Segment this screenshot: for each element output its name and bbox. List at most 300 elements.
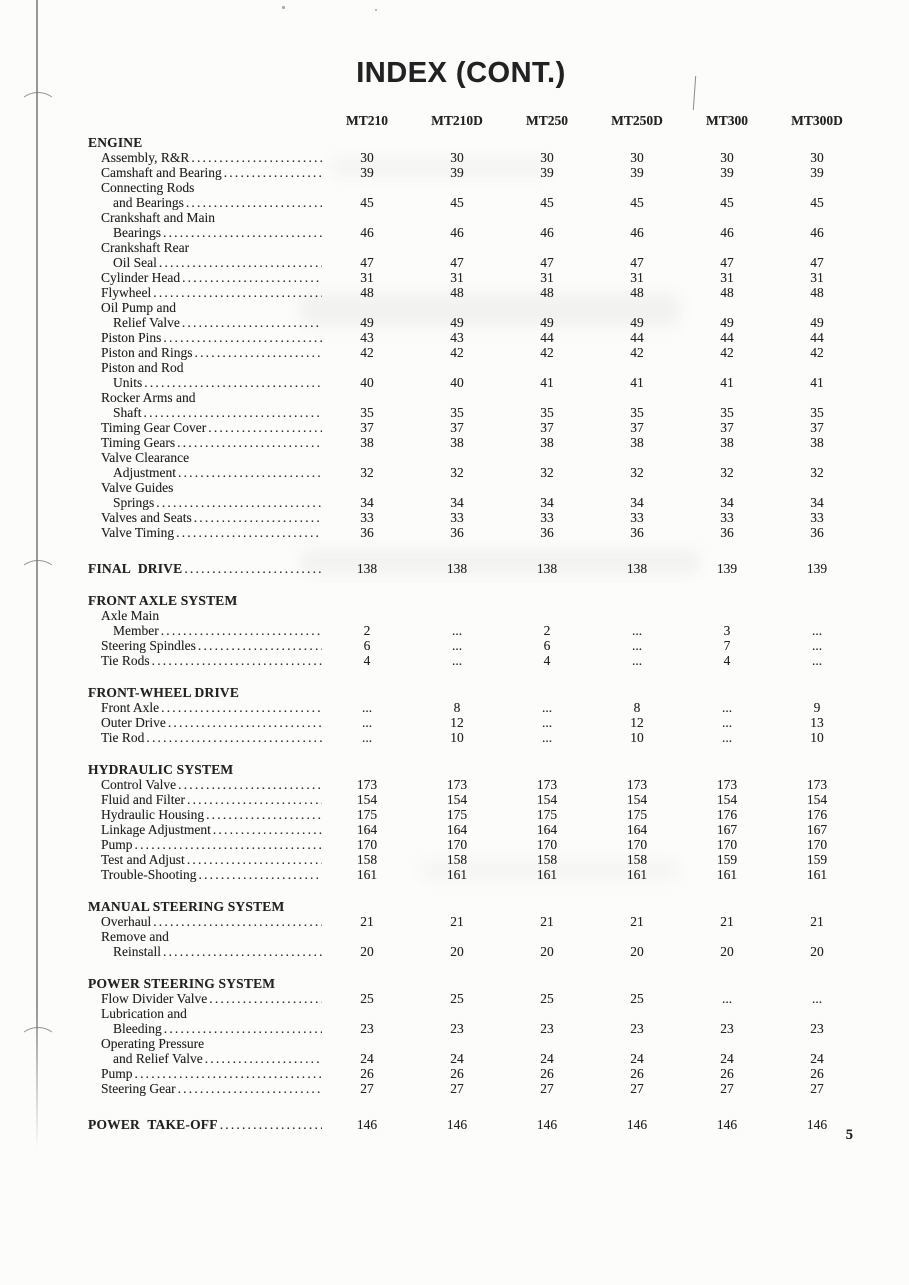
entry-label-text: Flow Divider Valve xyxy=(101,991,208,1006)
page-ref: 38 xyxy=(810,435,824,450)
page-ref: 175 xyxy=(536,807,558,822)
page-ref: 24 xyxy=(540,1051,554,1066)
page-ref: 49 xyxy=(630,315,644,330)
entry-label-text: and Bearings xyxy=(113,195,184,210)
index-row xyxy=(88,525,862,540)
page-ref: 44 xyxy=(720,330,734,345)
page-ref: 45 xyxy=(630,195,644,210)
page-ref: 33 xyxy=(630,510,644,525)
page-ref: 46 xyxy=(450,225,464,240)
entry-label xyxy=(88,405,322,420)
page-ref: 30 xyxy=(720,150,734,165)
page-ref: 46 xyxy=(630,225,644,240)
page-ref: 36 xyxy=(540,525,554,540)
page-ref: 3 xyxy=(723,623,731,638)
page-ref: 41 xyxy=(810,375,824,390)
entry-label-text: Valve Timing xyxy=(101,525,175,540)
section-heading-row xyxy=(88,1117,862,1132)
dot-leader xyxy=(194,510,322,525)
entry-label-line: Operating Pressure xyxy=(101,1036,205,1051)
page-ref: 45 xyxy=(450,195,464,210)
index-row xyxy=(88,991,862,1006)
page-ref: ... xyxy=(451,623,463,638)
section-heading xyxy=(88,561,322,576)
section-heading: POWER STEERING SYSTEM xyxy=(88,976,276,991)
column-header: MT210 xyxy=(346,113,388,128)
page-ref: 159 xyxy=(716,852,738,867)
dot-leader xyxy=(144,405,323,420)
index-row xyxy=(88,944,862,959)
page-ref: 31 xyxy=(360,270,374,285)
page-ref: 39 xyxy=(360,165,374,180)
page-ref: 20 xyxy=(720,944,734,959)
page-ref: 31 xyxy=(720,270,734,285)
dot-leader xyxy=(177,435,322,450)
page-ref: ... xyxy=(631,623,643,638)
page-ref: 8 xyxy=(453,700,461,715)
entry-label-text: Adjustment xyxy=(113,465,176,480)
dot-leader xyxy=(224,165,322,180)
dot-leader xyxy=(205,1051,322,1066)
index-row xyxy=(88,807,862,822)
entry-label xyxy=(88,623,322,638)
page-ref: 21 xyxy=(630,914,644,929)
page-ref: 31 xyxy=(630,270,644,285)
page-ref: 34 xyxy=(540,495,554,510)
section-heading: ENGINE xyxy=(88,135,143,150)
page-ref: 138 xyxy=(626,561,648,576)
page-ref: 47 xyxy=(450,255,464,270)
page-ref: 21 xyxy=(540,914,554,929)
dot-leader xyxy=(161,623,322,638)
entry-label-text: Steering Gear xyxy=(101,1081,176,1096)
scan-vertical-line-artifact xyxy=(36,0,38,1150)
page-ref: 33 xyxy=(360,510,374,525)
page-ref: 10 xyxy=(450,730,464,745)
page-ref: 43 xyxy=(360,330,374,345)
scan-arc-mark-artifact xyxy=(19,560,57,574)
entry-label xyxy=(88,792,322,807)
entry-label-text: Springs xyxy=(113,495,155,510)
index-row xyxy=(88,837,862,852)
index-row xyxy=(88,270,862,285)
dot-leader xyxy=(209,991,322,1006)
page-ref: 24 xyxy=(810,1051,824,1066)
page-ref: ... xyxy=(811,991,823,1006)
column-header: MT250D xyxy=(611,113,663,128)
dot-leader xyxy=(187,852,322,867)
page-ref: 24 xyxy=(630,1051,644,1066)
entry-label-text: Assembly, R&R xyxy=(101,150,190,165)
dot-leader xyxy=(220,1117,322,1132)
index-row xyxy=(88,165,862,180)
page-ref: 170 xyxy=(626,837,648,852)
entry-label xyxy=(88,715,322,730)
page-ref: 8 xyxy=(633,700,641,715)
page-ref: 21 xyxy=(360,914,374,929)
entry-label-text: Fluid and Filter xyxy=(101,792,185,807)
page-ref: 24 xyxy=(450,1051,464,1066)
column-header: MT300D xyxy=(791,113,843,128)
page-ref: 49 xyxy=(450,315,464,330)
page-ref: 34 xyxy=(360,495,374,510)
index-row xyxy=(88,330,862,345)
page-ref: 176 xyxy=(716,807,738,822)
page-ref: 38 xyxy=(360,435,374,450)
page-ref: 4 xyxy=(363,653,371,668)
dot-leader xyxy=(144,375,322,390)
index-section xyxy=(88,762,862,882)
page-ref: 39 xyxy=(720,165,734,180)
page-ref: 20 xyxy=(810,944,824,959)
page-ref: 30 xyxy=(360,150,374,165)
page-ref: 30 xyxy=(540,150,554,165)
page-ref: 49 xyxy=(540,315,554,330)
scan-arc-mark-artifact xyxy=(19,1027,57,1041)
entry-label xyxy=(88,195,322,210)
page-ref: 46 xyxy=(540,225,554,240)
page-ref: ... xyxy=(541,715,553,730)
page-ref: 39 xyxy=(630,165,644,180)
page-ref: ... xyxy=(721,700,733,715)
page-ref: 32 xyxy=(540,465,554,480)
entry-label xyxy=(88,330,322,345)
dot-leader xyxy=(163,225,322,240)
page-ref: 45 xyxy=(810,195,824,210)
page-ref: 146 xyxy=(536,1117,558,1132)
dot-leader xyxy=(184,561,322,576)
column-header: MT250 xyxy=(526,113,568,128)
page-ref: 42 xyxy=(720,345,734,360)
entry-label xyxy=(88,165,322,180)
page-ref: 46 xyxy=(810,225,824,240)
page-ref: 159 xyxy=(806,852,828,867)
entry-label-line: Remove and xyxy=(101,929,169,944)
page-ref: ... xyxy=(541,700,553,715)
page-ref: 38 xyxy=(450,435,464,450)
entry-label xyxy=(88,991,322,1006)
page-ref: 37 xyxy=(540,420,554,435)
page-ref: 48 xyxy=(630,285,644,300)
page-ref: 164 xyxy=(446,822,468,837)
page-ref: 35 xyxy=(630,405,644,420)
dot-leader xyxy=(208,420,322,435)
page-ref: 164 xyxy=(356,822,378,837)
index-row xyxy=(88,730,862,745)
page-ref: 36 xyxy=(450,525,464,540)
entry-label xyxy=(88,807,322,822)
page-ref: 37 xyxy=(630,420,644,435)
page-ref: 33 xyxy=(720,510,734,525)
page-ref: 46 xyxy=(720,225,734,240)
entry-label-line: Axle Main xyxy=(101,608,160,623)
page-title: INDEX (CONT.) xyxy=(356,57,566,89)
index-row xyxy=(88,638,862,653)
index-row xyxy=(88,792,862,807)
page-ref: 139 xyxy=(806,561,828,576)
page-ref: 158 xyxy=(536,852,558,867)
index-row xyxy=(88,375,862,390)
entry-label-text: Overhaul xyxy=(101,914,152,929)
page-ref: 36 xyxy=(630,525,644,540)
page-ref: 146 xyxy=(446,1117,468,1132)
page-ref: 161 xyxy=(536,867,558,882)
page-ref: 44 xyxy=(540,330,554,345)
page-ref: 170 xyxy=(446,837,468,852)
section-heading-row xyxy=(88,561,862,576)
page-ref: 48 xyxy=(540,285,554,300)
page-ref: 167 xyxy=(716,822,738,837)
page-ref: 23 xyxy=(720,1021,734,1036)
page-ref: ... xyxy=(721,991,733,1006)
page-ref: 25 xyxy=(450,991,464,1006)
page-ref: 32 xyxy=(450,465,464,480)
page-ref: ... xyxy=(541,730,553,745)
dot-leader xyxy=(135,1066,322,1081)
dot-leader xyxy=(163,330,322,345)
page-ref: 33 xyxy=(450,510,464,525)
page-ref: 41 xyxy=(540,375,554,390)
page-ref: ... xyxy=(811,638,823,653)
page-ref: 10 xyxy=(810,730,824,745)
page-ref: 37 xyxy=(360,420,374,435)
page-ref: 173 xyxy=(626,777,648,792)
entry-label xyxy=(88,1051,322,1066)
entry-label xyxy=(88,1066,322,1081)
page-ref: ... xyxy=(631,638,643,653)
page-ref: 44 xyxy=(810,330,824,345)
dot-leader xyxy=(182,270,322,285)
index-row xyxy=(88,510,862,525)
column-header: MT300 xyxy=(706,113,748,128)
entry-label xyxy=(88,345,322,360)
index-row xyxy=(88,435,862,450)
page-ref: 167 xyxy=(806,822,828,837)
entry-label xyxy=(88,285,322,300)
entry-label xyxy=(88,944,322,959)
section-heading: FRONT AXLE SYSTEM xyxy=(88,593,238,608)
entry-label xyxy=(88,852,322,867)
page-ref: 48 xyxy=(720,285,734,300)
entry-label-text: Test and Adjust xyxy=(101,852,185,867)
page-ref: ... xyxy=(631,653,643,668)
page-ref: 23 xyxy=(360,1021,374,1036)
entry-label xyxy=(88,495,322,510)
page-ref: 45 xyxy=(360,195,374,210)
page-ref: 173 xyxy=(536,777,558,792)
page-ref: 27 xyxy=(810,1081,824,1096)
entry-label-line: Lubrication and xyxy=(101,1006,187,1021)
page-ref: ... xyxy=(811,653,823,668)
index-row xyxy=(88,150,862,165)
dot-leader xyxy=(191,150,322,165)
page-ref: 173 xyxy=(446,777,468,792)
page-ref: 47 xyxy=(540,255,554,270)
page-ref: 39 xyxy=(450,165,464,180)
entry-label-text: and Relief Valve xyxy=(113,1051,203,1066)
page-ref: 25 xyxy=(540,991,554,1006)
page-ref: 161 xyxy=(806,867,828,882)
entry-label-text: Hydraulic Housing xyxy=(101,807,205,822)
entry-label-line: Crankshaft and Main xyxy=(101,210,215,225)
page-ref: 23 xyxy=(540,1021,554,1036)
index-row xyxy=(88,1021,862,1036)
dot-leader xyxy=(178,777,322,792)
page-ref: 24 xyxy=(360,1051,374,1066)
entry-label xyxy=(88,822,322,837)
page-ref: 44 xyxy=(630,330,644,345)
section-heading xyxy=(88,1117,322,1132)
entry-label-text: Linkage Adjustment xyxy=(101,822,211,837)
page-ref: 173 xyxy=(806,777,828,792)
page-ref: 49 xyxy=(360,315,374,330)
dot-leader xyxy=(186,195,322,210)
page-ref: ... xyxy=(451,638,463,653)
page-ref: 42 xyxy=(540,345,554,360)
page-ref: 146 xyxy=(626,1117,648,1132)
page-ref: 170 xyxy=(716,837,738,852)
entry-label-text: Shaft xyxy=(113,405,142,420)
dot-leader xyxy=(156,495,322,510)
dot-leader xyxy=(168,715,322,730)
dot-leader xyxy=(195,345,322,360)
page-ref: 12 xyxy=(450,715,464,730)
index-row xyxy=(88,345,862,360)
page-ref: 175 xyxy=(446,807,468,822)
page-ref: 32 xyxy=(630,465,644,480)
entry-label xyxy=(88,1021,322,1036)
page-ref: 39 xyxy=(810,165,824,180)
page-ref: 35 xyxy=(810,405,824,420)
page-ref: 27 xyxy=(450,1081,464,1096)
entry-label xyxy=(88,255,322,270)
entry-label-text: Timing Gears xyxy=(101,435,176,450)
index-sections xyxy=(88,135,862,1132)
entry-label-text: Trouble-Shooting xyxy=(101,867,197,882)
entry-label xyxy=(88,867,322,882)
page-ref: 20 xyxy=(360,944,374,959)
page-ref: 43 xyxy=(450,330,464,345)
index-row xyxy=(88,315,862,330)
page-ref: 47 xyxy=(810,255,824,270)
page-ref: 161 xyxy=(356,867,378,882)
entry-label xyxy=(88,525,322,540)
page-ref: 4 xyxy=(723,653,731,668)
page-ref: 6 xyxy=(543,638,551,653)
index-row xyxy=(88,700,862,715)
page-ref: 164 xyxy=(536,822,558,837)
page-ref: 31 xyxy=(540,270,554,285)
page-ref: 34 xyxy=(630,495,644,510)
entry-label xyxy=(88,730,322,745)
page-ref: 35 xyxy=(360,405,374,420)
page-ref: 173 xyxy=(356,777,378,792)
page-ref: 48 xyxy=(810,285,824,300)
page-ref: 36 xyxy=(360,525,374,540)
entry-label-text: Relief Valve xyxy=(113,315,180,330)
page-ref: 35 xyxy=(540,405,554,420)
page-ref: 49 xyxy=(720,315,734,330)
dot-leader xyxy=(198,638,322,653)
page-ref: 154 xyxy=(626,792,648,807)
page-ref: 176 xyxy=(806,807,828,822)
page-ref: 2 xyxy=(543,623,551,638)
page-ref: 146 xyxy=(716,1117,738,1132)
page-ref: 10 xyxy=(630,730,644,745)
index-row xyxy=(88,225,862,240)
page-ref: 38 xyxy=(720,435,734,450)
page-ref: 32 xyxy=(360,465,374,480)
page-ref: 34 xyxy=(810,495,824,510)
page-ref: 37 xyxy=(450,420,464,435)
index-section xyxy=(88,135,862,540)
index-row xyxy=(88,255,862,270)
entry-label-text: Tie Rod xyxy=(101,730,145,745)
page-ref: 30 xyxy=(450,150,464,165)
section-heading-label: POWER TAKE-OFF xyxy=(88,1117,218,1132)
page-ref: 33 xyxy=(810,510,824,525)
index-row xyxy=(88,465,862,480)
entry-label xyxy=(88,420,322,435)
page-ref: 31 xyxy=(810,270,824,285)
page-ref: 175 xyxy=(356,807,378,822)
page-ref: 27 xyxy=(630,1081,644,1096)
index-section xyxy=(88,685,862,745)
page-ref: 175 xyxy=(626,807,648,822)
page-ref: 13 xyxy=(810,715,824,730)
page-ref: 45 xyxy=(540,195,554,210)
dot-leader xyxy=(199,867,322,882)
index-row xyxy=(88,653,862,668)
entry-label-text: Pump xyxy=(101,1066,133,1081)
page-ref: 154 xyxy=(716,792,738,807)
entry-label xyxy=(88,914,322,929)
entry-label-text: Tie Rods xyxy=(101,653,150,668)
page-ref: 31 xyxy=(450,270,464,285)
page-ref: 32 xyxy=(720,465,734,480)
dot-leader xyxy=(164,1021,322,1036)
page-ref: ... xyxy=(361,730,373,745)
page-ref: 40 xyxy=(360,375,374,390)
index-row xyxy=(88,1066,862,1081)
index-row xyxy=(88,1081,862,1096)
page-ref: 38 xyxy=(630,435,644,450)
page-ref: 36 xyxy=(720,525,734,540)
page-ref: 4 xyxy=(543,653,551,668)
dot-leader xyxy=(153,914,322,929)
page-ref: 6 xyxy=(363,638,371,653)
entry-label-text: Steering Spindles xyxy=(101,638,196,653)
page-ref: 36 xyxy=(810,525,824,540)
dot-leader xyxy=(153,285,322,300)
index-row xyxy=(88,405,862,420)
entry-label xyxy=(88,465,322,480)
page-ref: 35 xyxy=(450,405,464,420)
entry-label-text: Member xyxy=(113,623,159,638)
entry-label-text: Front Axle xyxy=(101,700,160,715)
dot-leader xyxy=(187,792,322,807)
page-ref: 34 xyxy=(450,495,464,510)
page-ref: 38 xyxy=(540,435,554,450)
dot-leader xyxy=(161,700,322,715)
page-ref: 161 xyxy=(626,867,648,882)
dot-leader xyxy=(178,1081,322,1096)
page-ref: 23 xyxy=(810,1021,824,1036)
page-ref: ... xyxy=(361,715,373,730)
index-section xyxy=(88,976,862,1096)
page-ref: 41 xyxy=(630,375,644,390)
dot-leader xyxy=(213,822,322,837)
